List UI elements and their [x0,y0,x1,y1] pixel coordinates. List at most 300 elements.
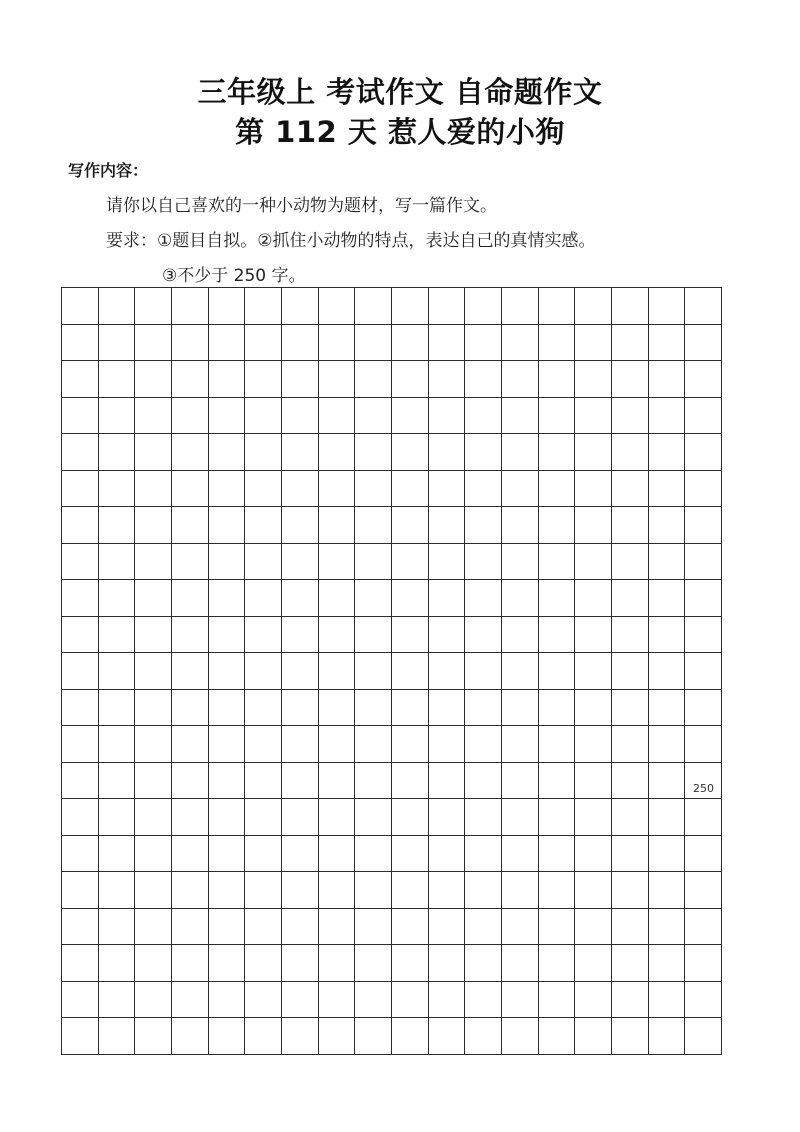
grid-cell[interactable] [62,434,99,471]
grid-cell[interactable] [355,288,392,325]
grid-cell[interactable] [575,653,612,690]
grid-cell[interactable] [355,398,392,435]
grid-cell[interactable] [135,836,172,873]
grid-cell[interactable] [135,325,172,362]
grid-cell[interactable] [99,398,136,435]
grid-cell[interactable] [245,398,282,435]
grid-cell[interactable] [685,544,722,581]
grid-cell[interactable] [172,909,209,946]
grid-cell[interactable] [429,653,466,690]
grid-cell[interactable] [539,398,576,435]
grid-cell[interactable] [685,398,722,435]
grid-cell[interactable] [649,690,686,727]
grid-cell[interactable] [612,872,649,909]
grid-cell[interactable] [355,945,392,982]
grid-cell[interactable] [282,909,319,946]
grid-cell[interactable] [465,872,502,909]
grid-cell[interactable] [612,982,649,1019]
grid-cell[interactable] [245,872,282,909]
grid-cell[interactable] [172,726,209,763]
grid-cell[interactable] [649,982,686,1019]
grid-cell[interactable] [612,909,649,946]
grid-cell[interactable] [62,288,99,325]
grid-cell[interactable] [99,580,136,617]
grid-cell[interactable] [649,653,686,690]
grid-cell[interactable] [282,617,319,654]
grid-cell[interactable] [392,653,429,690]
grid-cell[interactable] [282,690,319,727]
grid-cell[interactable] [282,434,319,471]
grid-cell[interactable] [319,836,356,873]
grid-cell[interactable] [319,909,356,946]
grid-cell[interactable] [355,361,392,398]
grid-cell[interactable] [245,945,282,982]
grid-cell[interactable] [135,398,172,435]
grid-cell[interactable] [209,726,246,763]
grid-cell[interactable] [429,799,466,836]
grid-cell[interactable] [575,945,612,982]
grid-cell[interactable] [355,471,392,508]
grid-cell[interactable] [172,799,209,836]
grid-cell[interactable] [209,836,246,873]
grid-cell[interactable] [465,434,502,471]
grid-cell[interactable] [502,763,539,800]
grid-cell[interactable] [685,580,722,617]
grid-cell[interactable] [575,580,612,617]
grid-cell[interactable] [649,288,686,325]
grid-cell[interactable] [649,398,686,435]
grid-cell[interactable] [685,507,722,544]
grid-cell[interactable] [429,690,466,727]
grid-cell[interactable] [465,288,502,325]
grid-cell[interactable] [135,909,172,946]
grid-cell[interactable] [392,434,429,471]
grid-cell[interactable] [612,434,649,471]
grid-cell[interactable] [355,726,392,763]
grid-cell[interactable] [62,471,99,508]
grid-cell[interactable] [172,434,209,471]
grid-cell[interactable] [135,617,172,654]
grid-cell[interactable] [575,1018,612,1055]
grid-cell[interactable] [465,617,502,654]
grid-cell[interactable] [612,1018,649,1055]
grid-cell[interactable] [135,726,172,763]
grid-cell[interactable] [62,982,99,1019]
grid-cell[interactable] [575,726,612,763]
grid-cell[interactable] [172,325,209,362]
grid-cell[interactable] [355,434,392,471]
grid-cell[interactable] [282,763,319,800]
grid-cell[interactable] [209,872,246,909]
grid-cell[interactable] [502,507,539,544]
grid-cell[interactable] [465,507,502,544]
grid-cell[interactable] [282,361,319,398]
grid-cell[interactable] [355,909,392,946]
grid-cell[interactable] [502,544,539,581]
grid-cell[interactable] [539,507,576,544]
grid-cell[interactable] [685,325,722,362]
grid-cell[interactable] [392,872,429,909]
grid-cell[interactable] [62,726,99,763]
grid-cell[interactable] [429,398,466,435]
grid-cell[interactable] [502,945,539,982]
grid-cell[interactable] [685,799,722,836]
grid-cell[interactable] [539,982,576,1019]
grid-cell[interactable] [685,945,722,982]
grid-cell[interactable] [99,617,136,654]
grid-cell[interactable] [465,653,502,690]
grid-cell[interactable] [575,471,612,508]
grid-cell[interactable] [135,434,172,471]
grid-cell[interactable] [319,945,356,982]
grid-cell[interactable] [465,726,502,763]
grid-cell[interactable] [319,434,356,471]
grid-cell[interactable] [282,288,319,325]
grid-cell[interactable] [649,471,686,508]
grid-cell[interactable] [99,836,136,873]
grid-cell[interactable] [649,434,686,471]
grid-cell[interactable] [319,1018,356,1055]
grid-cell[interactable] [539,836,576,873]
grid-cell[interactable] [209,471,246,508]
grid-cell[interactable] [209,653,246,690]
grid-cell[interactable] [282,580,319,617]
grid-cell[interactable] [575,507,612,544]
grid-cell[interactable] [685,617,722,654]
grid-cell[interactable] [355,325,392,362]
grid-cell[interactable] [172,945,209,982]
grid-cell[interactable] [649,945,686,982]
grid-cell[interactable] [612,763,649,800]
grid-cell[interactable] [649,580,686,617]
grid-cell[interactable] [502,361,539,398]
grid-cell[interactable] [612,471,649,508]
grid-cell[interactable] [62,507,99,544]
grid-cell[interactable] [539,909,576,946]
grid-cell[interactable] [355,1018,392,1055]
grid-cell[interactable] [319,653,356,690]
grid-cell[interactable] [99,653,136,690]
grid-cell[interactable] [539,361,576,398]
grid-cell[interactable] [539,325,576,362]
grid-cell[interactable] [575,799,612,836]
grid-cell[interactable] [539,799,576,836]
grid-cell[interactable] [429,580,466,617]
grid-cell[interactable] [539,945,576,982]
grid-cell[interactable] [282,544,319,581]
grid-cell[interactable] [502,726,539,763]
grid-cell[interactable] [465,799,502,836]
grid-cell[interactable] [429,945,466,982]
grid-cell[interactable] [209,690,246,727]
grid-cell[interactable] [319,726,356,763]
grid-cell[interactable] [99,726,136,763]
grid-cell[interactable] [429,982,466,1019]
grid-cell[interactable] [539,726,576,763]
grid-cell[interactable] [685,361,722,398]
grid-cell[interactable] [245,653,282,690]
grid-cell[interactable] [539,288,576,325]
grid-cell[interactable] [392,361,429,398]
grid-cell[interactable] [62,690,99,727]
grid-cell[interactable] [319,325,356,362]
grid-cell[interactable] [575,434,612,471]
grid-cell[interactable] [172,544,209,581]
grid-cell[interactable] [612,288,649,325]
grid-cell[interactable] [612,726,649,763]
grid-cell[interactable] [502,799,539,836]
grid-cell[interactable] [209,507,246,544]
grid-cell[interactable] [612,398,649,435]
grid-cell[interactable] [429,471,466,508]
grid-cell[interactable] [62,617,99,654]
grid-cell[interactable] [465,325,502,362]
grid-cell[interactable] [99,982,136,1019]
grid-cell[interactable] [685,690,722,727]
grid-cell[interactable] [319,617,356,654]
grid-cell[interactable] [392,398,429,435]
grid-cell[interactable] [282,799,319,836]
grid-cell[interactable] [99,799,136,836]
grid-cell[interactable] [135,872,172,909]
grid-cell[interactable] [172,580,209,617]
grid-cell[interactable] [245,288,282,325]
grid-cell[interactable] [209,544,246,581]
grid-cell[interactable] [575,690,612,727]
grid-cell[interactable] [135,799,172,836]
grid-cell[interactable] [465,909,502,946]
grid-cell[interactable] [172,653,209,690]
grid-cell[interactable] [319,288,356,325]
grid-cell[interactable] [612,544,649,581]
grid-cell[interactable] [172,471,209,508]
grid-cell[interactable] [392,617,429,654]
grid-cell[interactable] [99,690,136,727]
grid-cell[interactable] [319,471,356,508]
grid-cell[interactable] [649,1018,686,1055]
grid-cell[interactable] [135,507,172,544]
grid-cell[interactable] [649,617,686,654]
grid-cell[interactable] [539,434,576,471]
grid-cell[interactable] [209,617,246,654]
grid-cell[interactable] [612,945,649,982]
grid-cell[interactable] [135,544,172,581]
grid-cell[interactable] [575,398,612,435]
grid-cell[interactable] [649,763,686,800]
grid-cell[interactable] [465,836,502,873]
grid-cell[interactable] [575,544,612,581]
grid-cell[interactable] [245,361,282,398]
grid-cell[interactable] [62,799,99,836]
grid-cell[interactable] [355,653,392,690]
grid-cell[interactable] [685,471,722,508]
grid-cell[interactable] [685,1018,722,1055]
grid-cell[interactable] [502,471,539,508]
grid-cell[interactable] [502,434,539,471]
grid-cell[interactable] [392,690,429,727]
grid-cell[interactable] [172,982,209,1019]
grid-cell[interactable] [282,726,319,763]
grid-cell[interactable] [392,471,429,508]
grid-cell[interactable] [502,872,539,909]
grid-cell[interactable] [685,836,722,873]
grid-cell[interactable] [612,361,649,398]
grid-cell[interactable] [172,617,209,654]
grid-cell[interactable] [209,799,246,836]
grid-cell[interactable] [355,617,392,654]
grid-cell[interactable] [319,763,356,800]
grid-cell[interactable] [575,288,612,325]
grid-cell[interactable] [612,580,649,617]
grid-cell[interactable] [539,544,576,581]
grid-cell[interactable] [319,580,356,617]
grid-cell[interactable] [502,1018,539,1055]
grid-cell[interactable] [99,507,136,544]
grid-cell[interactable] [502,836,539,873]
grid-cell[interactable] [539,617,576,654]
grid-cell[interactable] [62,653,99,690]
grid-cell[interactable] [99,872,136,909]
grid-cell[interactable] [282,945,319,982]
grid-cell[interactable] [245,544,282,581]
grid-cell[interactable] [465,361,502,398]
grid-cell[interactable] [62,544,99,581]
grid-cell[interactable] [99,288,136,325]
grid-cell[interactable] [575,325,612,362]
grid-cell[interactable] [172,361,209,398]
grid-cell[interactable] [685,982,722,1019]
grid-cell[interactable] [539,690,576,727]
grid-cell[interactable] [319,507,356,544]
grid-cell[interactable] [685,288,722,325]
grid-cell[interactable] [209,909,246,946]
grid-cell[interactable] [99,909,136,946]
grid-cell[interactable] [319,872,356,909]
grid-cell[interactable] [612,690,649,727]
grid-cell[interactable] [172,288,209,325]
grid-cell[interactable] [612,507,649,544]
grid-cell[interactable] [209,361,246,398]
grid-cell[interactable] [392,325,429,362]
grid-cell[interactable] [649,726,686,763]
grid-cell[interactable] [502,982,539,1019]
grid-cell[interactable] [539,1018,576,1055]
grid-cell[interactable] [245,799,282,836]
grid-cell[interactable] [99,945,136,982]
grid-cell[interactable] [429,909,466,946]
grid-cell[interactable] [172,398,209,435]
grid-cell[interactable] [355,799,392,836]
grid-cell[interactable] [282,325,319,362]
grid-cell[interactable] [135,763,172,800]
grid-cell[interactable] [209,434,246,471]
grid-cell[interactable] [685,726,722,763]
grid-cell[interactable] [135,690,172,727]
grid-cell[interactable] [135,580,172,617]
grid-cell[interactable] [575,982,612,1019]
grid-cell[interactable] [319,398,356,435]
grid-cell[interactable] [392,1018,429,1055]
grid-cell[interactable] [99,471,136,508]
grid-cell[interactable] [502,690,539,727]
grid-cell[interactable] [429,872,466,909]
grid-cell[interactable] [575,763,612,800]
grid-cell[interactable] [649,361,686,398]
grid-cell[interactable] [392,836,429,873]
grid-cell[interactable] [502,288,539,325]
grid-cell[interactable] [62,763,99,800]
grid-cell[interactable] [135,471,172,508]
grid-cell[interactable] [612,799,649,836]
grid-cell[interactable] [355,872,392,909]
grid-cell[interactable] [99,1018,136,1055]
grid-cell[interactable] [62,1018,99,1055]
grid-cell[interactable] [355,763,392,800]
grid-cell[interactable] [245,617,282,654]
grid-cell[interactable] [135,288,172,325]
grid-cell[interactable] [282,471,319,508]
grid-cell[interactable] [282,1018,319,1055]
grid-cell[interactable] [245,690,282,727]
grid-cell[interactable] [62,580,99,617]
grid-cell[interactable] [245,580,282,617]
grid-cell[interactable] [502,617,539,654]
grid-cell[interactable] [319,690,356,727]
grid-cell[interactable] [245,1018,282,1055]
grid-cell[interactable] [99,361,136,398]
grid-cell[interactable] [429,836,466,873]
grid-cell[interactable] [392,726,429,763]
grid-cell[interactable] [429,288,466,325]
grid-cell[interactable] [209,945,246,982]
grid-cell[interactable] [465,471,502,508]
grid-cell[interactable] [135,361,172,398]
grid-cell[interactable] [429,1018,466,1055]
grid-cell[interactable] [319,361,356,398]
grid-cell[interactable] [539,471,576,508]
grid-cell[interactable] [209,398,246,435]
grid-cell[interactable] [62,325,99,362]
grid-cell[interactable] [172,763,209,800]
grid-cell[interactable] [392,763,429,800]
grid-cell[interactable] [245,982,282,1019]
grid-cell[interactable] [502,653,539,690]
grid-cell[interactable] [465,1018,502,1055]
grid-cell[interactable] [612,653,649,690]
grid-cell[interactable] [319,982,356,1019]
grid-cell[interactable] [392,580,429,617]
grid-cell[interactable] [465,945,502,982]
grid-cell[interactable] [575,361,612,398]
grid-cell[interactable] [245,836,282,873]
grid-cell[interactable] [429,617,466,654]
grid-cell[interactable] [245,507,282,544]
grid-cell[interactable] [62,945,99,982]
grid-cell[interactable] [649,872,686,909]
grid-cell[interactable] [429,763,466,800]
grid-cell[interactable] [649,836,686,873]
grid-cell[interactable] [355,690,392,727]
grid-cell[interactable] [245,325,282,362]
grid-cell[interactable] [465,580,502,617]
grid-cell[interactable] [209,580,246,617]
grid-cell[interactable] [172,872,209,909]
grid-cell[interactable] [429,507,466,544]
grid-cell[interactable] [649,544,686,581]
grid-cell[interactable] [282,653,319,690]
grid-cell[interactable] [62,361,99,398]
grid-cell[interactable] [282,872,319,909]
